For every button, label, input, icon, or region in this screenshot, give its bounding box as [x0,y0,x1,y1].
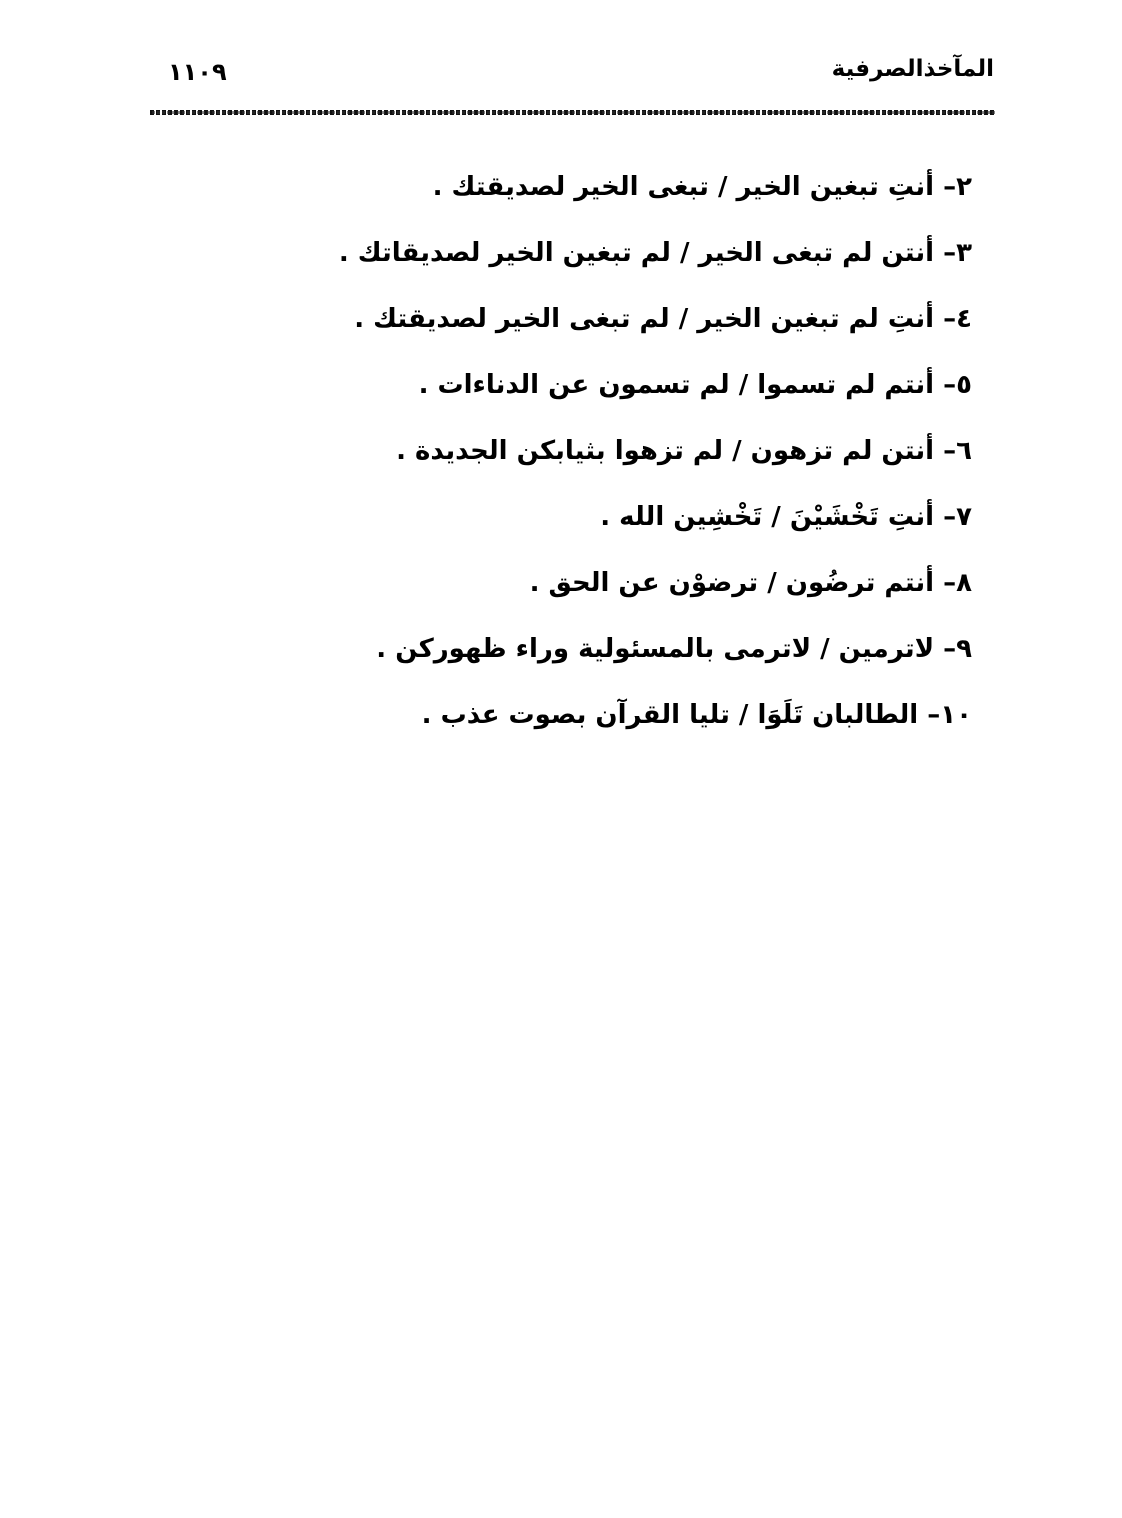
exercise-item-4: ٤– أنتِ لم تبغين الخير / لم تبغى الخير لصديقتك . [354,304,972,334]
exercise-item-10: ١٠– الطالبان تَلَوَا / تليا القرآن بصوت عذب . [421,700,972,730]
exercise-item-5: ٥– أنتم لم تسموا / لم تسمون عن الدناءات . [418,370,972,400]
exercise-item-3: ٣– أنتن لم تبغى الخير / لم تبغين الخير لصديقاتك . [338,238,972,268]
page-header [150,52,996,100]
exercise-item-9: ٩– لاترمين / لاترمى بالمسئولية وراء ظهوركن . [376,634,972,664]
page-number: ١١٠٩ [168,58,227,86]
exercise-item-8: ٨– أنتم ترضُون / ترضوْن عن الحق . [529,568,972,598]
header-divider [150,110,996,115]
exercise-list [272,162,972,756]
running-title: المآخذالصرفية [831,56,994,82]
exercise-item-7: ٧– أنتِ تَخْشَيْنَ / تَخْشِين الله . [600,502,972,532]
exercise-item-2: ٢– أنتِ تبغين الخير / تبغى الخير لصديقتك . [432,172,972,202]
exercise-item-6: ٦– أنتن لم تزهون / لم تزهوا بثيابكن الجديدة . [396,436,972,466]
